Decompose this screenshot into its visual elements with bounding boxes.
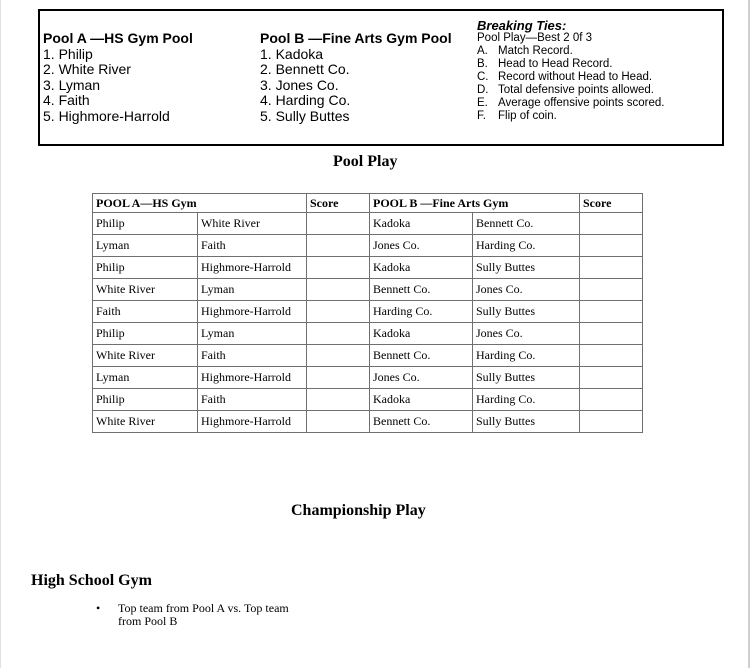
pool-b-team-2-cell: Sully Buttes xyxy=(473,367,580,389)
score-b-cell[interactable] xyxy=(580,213,643,235)
pool-a-team-2-cell: Highmore-Harrold xyxy=(198,367,307,389)
pool-b-team-1-cell: Bennett Co. xyxy=(370,279,473,301)
breaking-ties-subheading: Pool Play—Best 2 0f 3 xyxy=(477,32,593,44)
table-row xyxy=(93,279,643,301)
score-b-cell[interactable] xyxy=(580,389,643,411)
pool-a-team-2-cell: Faith xyxy=(198,235,307,257)
tie-rule: D. Total defensive points allowed. xyxy=(477,84,654,96)
score-a-cell[interactable] xyxy=(307,323,370,345)
score-b-cell[interactable] xyxy=(580,279,643,301)
pool-a-team-2-cell: Highmore-Harrold xyxy=(198,411,307,433)
pool-a-team-2-cell: Highmore-Harrold xyxy=(198,301,307,323)
score-b-cell[interactable] xyxy=(580,301,643,323)
pool-b-team-2-cell: Jones Co. xyxy=(473,279,580,301)
pool-a-team-1-cell: White River xyxy=(93,411,198,433)
pool-b-team-2-cell: Harding Co. xyxy=(473,389,580,411)
pool-b-team-1-cell: Kadoka xyxy=(370,389,473,411)
pool-a-team-2-cell: Faith xyxy=(198,389,307,411)
tie-rule: E. Average offensive points scored. xyxy=(477,97,665,109)
pool-b-team: 2. Bennett Co. xyxy=(260,61,350,78)
pool-a-team-2-cell: Highmore-Harrold xyxy=(198,257,307,279)
pool-b-list xyxy=(260,31,452,125)
pool-a-team-2-cell: White River xyxy=(198,213,307,235)
score-b-column-header: Score xyxy=(580,194,643,213)
table-header-row xyxy=(93,194,643,213)
table-row xyxy=(93,367,643,389)
bullet-text: Top team from Pool A vs. Top team from Pool B xyxy=(118,601,289,628)
table-row xyxy=(93,411,643,433)
score-a-column-header: Score xyxy=(307,194,370,213)
pool-b-team: 4. Harding Co. xyxy=(260,92,351,109)
pool-a-team-1-cell: White River xyxy=(93,279,198,301)
pool-a-team-1-cell: Lyman xyxy=(93,235,198,257)
tie-rule: B. Head to Head Record. xyxy=(477,58,613,70)
score-b-cell[interactable] xyxy=(580,411,643,433)
pool-b-heading: Pool B —Fine Arts Gym Pool xyxy=(260,30,452,46)
pool-a-team-1-cell: Philip xyxy=(93,389,198,411)
pool-b-team-2-cell: Jones Co. xyxy=(473,323,580,345)
pool-b-team-2-cell: Sully Buttes xyxy=(473,411,580,433)
table-row xyxy=(93,323,643,345)
table-row xyxy=(93,389,643,411)
tie-rule: C. Record without Head to Head. xyxy=(477,71,653,83)
pool-b-team-1-cell: Kadoka xyxy=(370,213,473,235)
pool-b-team-2-cell: Harding Co. xyxy=(473,345,580,367)
championship-play-title: Championship Play xyxy=(291,502,426,519)
pool-a-team-1-cell: Lyman xyxy=(93,367,198,389)
breaking-ties-heading: Breaking Ties: xyxy=(477,18,567,33)
table-row xyxy=(93,235,643,257)
pool-a-team-2-cell: Lyman xyxy=(198,279,307,301)
score-a-cell[interactable] xyxy=(307,257,370,279)
pool-a-heading: Pool A —HS Gym Pool xyxy=(43,30,193,46)
pool-b-team-1-cell: Bennett Co. xyxy=(370,411,473,433)
score-b-cell[interactable] xyxy=(580,257,643,279)
pool-a-team: 4. Faith xyxy=(43,92,90,109)
pool-b-column-header: POOL B —Fine Arts Gym xyxy=(370,194,580,213)
score-a-cell[interactable] xyxy=(307,279,370,301)
pool-a-list xyxy=(43,31,193,125)
score-a-cell[interactable] xyxy=(307,411,370,433)
table-row xyxy=(93,257,643,279)
pool-a-team-1-cell: Philip xyxy=(93,213,198,235)
list-item xyxy=(96,602,308,628)
pool-a-team-2-cell: Faith xyxy=(198,345,307,367)
pools-summary-box xyxy=(38,9,724,146)
pool-a-team-1-cell: White River xyxy=(93,345,198,367)
pool-b-team-1-cell: Jones Co. xyxy=(370,367,473,389)
pool-b-team: 5. Sully Buttes xyxy=(260,107,350,124)
pool-play-schedule-table xyxy=(92,193,643,433)
table-row xyxy=(93,213,643,235)
pool-b-team-1-cell: Kadoka xyxy=(370,323,473,345)
pool-a-team: 3. Lyman xyxy=(43,76,101,93)
pool-b-team-1-cell: Jones Co. xyxy=(370,235,473,257)
pool-b-team-2-cell: Sully Buttes xyxy=(473,301,580,323)
score-a-cell[interactable] xyxy=(307,345,370,367)
pool-a-team-1-cell: Philip xyxy=(93,257,198,279)
pool-a-column-header: POOL A—HS Gym xyxy=(93,194,307,213)
pool-b-team: 3. Jones Co. xyxy=(260,76,339,93)
pool-b-team-2-cell: Harding Co. xyxy=(473,235,580,257)
breaking-ties xyxy=(477,19,664,123)
pool-b-team: 1. Kadoka xyxy=(260,45,324,62)
score-b-cell[interactable] xyxy=(580,323,643,345)
pool-a-team-1-cell: Philip xyxy=(93,323,198,345)
pool-a-team: 5. Highmore-Harrold xyxy=(43,107,170,124)
score-b-cell[interactable] xyxy=(580,345,643,367)
pool-play-title: Pool Play xyxy=(333,153,398,170)
pool-b-team-1-cell: Bennett Co. xyxy=(370,345,473,367)
pool-a-team-1-cell: Faith xyxy=(93,301,198,323)
score-a-cell[interactable] xyxy=(307,301,370,323)
pool-a-team-2-cell: Lyman xyxy=(198,323,307,345)
pool-b-team-1-cell: Kadoka xyxy=(370,257,473,279)
pool-b-team-2-cell: Bennett Co. xyxy=(473,213,580,235)
pool-a-team: 1. Philip xyxy=(43,45,93,62)
score-b-cell[interactable] xyxy=(580,235,643,257)
high-school-gym-heading: High School Gym xyxy=(31,572,152,589)
table-row xyxy=(93,345,643,367)
pool-b-team-2-cell: Sully Buttes xyxy=(473,257,580,279)
tie-rule: A. Match Record. xyxy=(477,45,573,57)
score-b-cell[interactable] xyxy=(580,367,643,389)
pool-a-team: 2. White River xyxy=(43,61,131,78)
pool-b-team-1-cell: Harding Co. xyxy=(370,301,473,323)
tie-rule: F. Flip of coin. xyxy=(477,110,557,122)
table-row xyxy=(93,301,643,323)
page-left-edge xyxy=(0,0,1,668)
bullet-icon: • xyxy=(96,601,101,615)
score-a-cell[interactable] xyxy=(307,235,370,257)
score-a-cell[interactable] xyxy=(307,367,370,389)
score-a-cell[interactable] xyxy=(307,389,370,411)
score-a-cell[interactable] xyxy=(307,213,370,235)
